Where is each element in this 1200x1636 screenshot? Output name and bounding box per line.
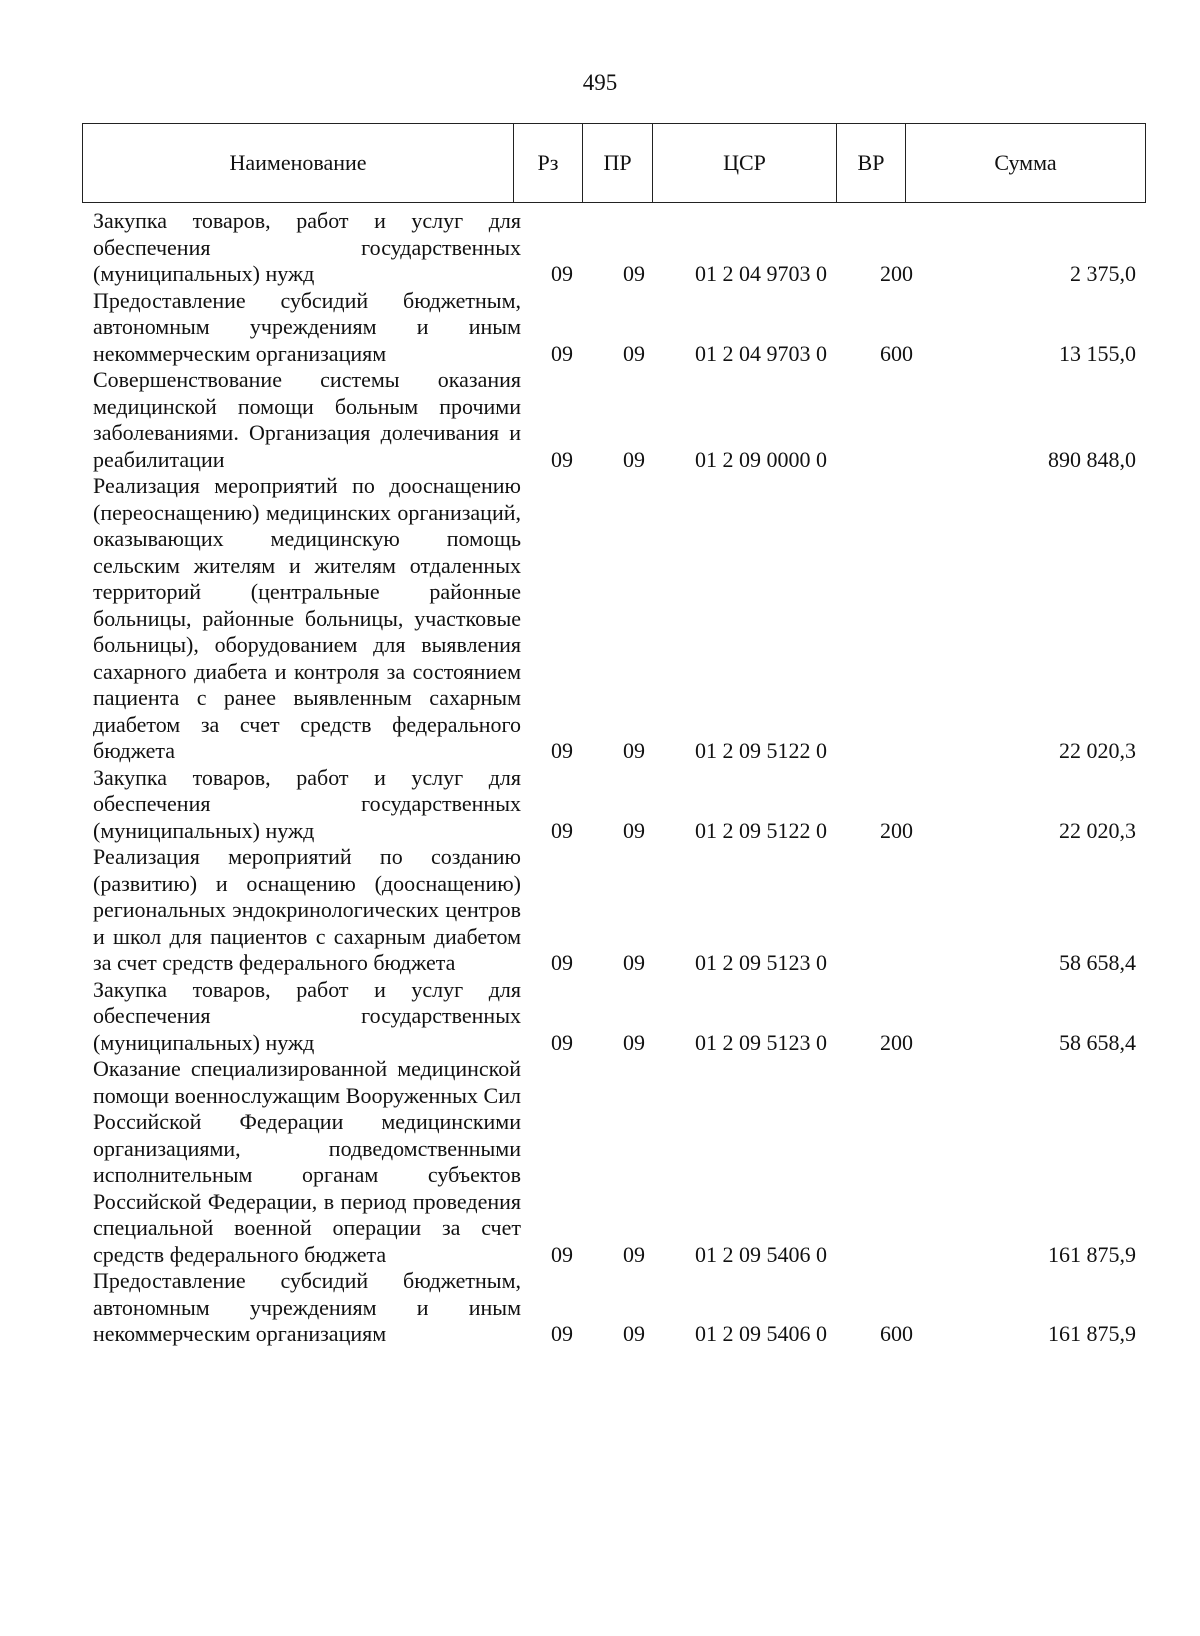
row-name-line: долечивания и реабилитации: [93, 420, 522, 472]
header-vr: ВР: [837, 124, 906, 203]
row-name-line: счет средств федерального бюджета: [116, 950, 456, 975]
row-name-line: медицинской помощи больным: [93, 393, 419, 419]
row-name-line: бюджета: [304, 1241, 387, 1267]
table-row: [0, 367, 1200, 473]
row-name: [93, 844, 521, 977]
row-name-line: медицинской помощи военнослужащим: [93, 1056, 521, 1108]
table-row: [0, 288, 1200, 368]
row-name-line: проведения специальной военной: [93, 1188, 522, 1240]
row-csr: 01 2 09 5123 0: [695, 950, 827, 975]
table-row: [0, 1268, 1200, 1348]
row-pr: 09: [623, 1241, 645, 1267]
row-csr: 01 2 09 5406 0: [695, 1321, 827, 1346]
header-pr: ПР: [583, 124, 653, 203]
row-name-line: Федерации медицинскими: [239, 1109, 521, 1134]
row-name-line: отдаленных территорий (центральные: [93, 552, 521, 604]
row-pr: 09: [623, 446, 645, 472]
row-name-line: Закупка товаров, работ и услуг для: [93, 208, 521, 233]
row-sum: 58 658,4: [1059, 950, 1136, 975]
row-pr: 09: [623, 340, 645, 366]
row-vr: 600: [880, 340, 913, 366]
row-pr: 09: [623, 261, 645, 286]
row-pr: 09: [623, 1029, 645, 1055]
row-csr: 01 2 09 5406 0: [695, 1241, 827, 1267]
row-name-line: обеспечения государственных: [93, 1003, 521, 1028]
row-pr: 09: [623, 950, 645, 975]
header-csr: ЦСР: [653, 124, 837, 203]
row-csr: 01 2 04 9703 0: [695, 261, 827, 286]
row-vr: 600: [880, 1321, 913, 1346]
row-sum: 2 375,0: [1070, 261, 1136, 286]
row-rz: 09: [551, 817, 573, 843]
row-sum: 890 848,0: [1048, 446, 1136, 472]
row-csr: 01 2 09 5123 0: [695, 1029, 827, 1055]
row-name-line: Предоставление субсидий бюджетным,: [93, 287, 521, 313]
row-pr: 09: [623, 1321, 645, 1346]
row-vr: 200: [880, 261, 913, 286]
row-name-line: состоянием пациента с ранее: [93, 658, 521, 710]
row-rz: 09: [551, 950, 573, 975]
row-sum: 13 155,0: [1059, 340, 1136, 366]
row-name-line: обеспечения государственных: [93, 791, 521, 816]
row-name-line: сахарного диабета и контроля за: [93, 658, 406, 684]
row-name-line: Оказание специализированной: [93, 1056, 388, 1081]
row-name-line: сельским жителям и жителям: [93, 552, 396, 578]
row-name-line: (дооснащению) региональных: [93, 870, 521, 922]
row-rz: 09: [551, 446, 573, 472]
row-sum: 58 658,4: [1059, 1029, 1136, 1055]
table-row: [0, 473, 1200, 765]
row-name-line: операции за счет средств федерального: [93, 1215, 521, 1267]
row-name: [93, 367, 521, 473]
row-csr: 01 2 09 5122 0: [695, 738, 827, 763]
row-name-line: некоммерческим организациям: [93, 1321, 387, 1346]
row-name-line: (муниципальных) нужд: [93, 261, 315, 286]
header-sum: Сумма: [906, 124, 1146, 203]
row-name-line: некоммерческим организациям: [93, 340, 387, 366]
row-name: [93, 1056, 521, 1268]
row-name-line: обеспечения государственных: [93, 234, 521, 260]
row-name-line: больницы, участковые больницы),: [93, 605, 522, 657]
row-name-line: Закупка товаров, работ и услуг для: [93, 976, 521, 1002]
header-name: Наименование: [83, 124, 514, 203]
row-name-line: Совершенствование системы оказания: [93, 367, 521, 392]
row-name: [93, 765, 521, 845]
row-csr: 01 2 04 9703 0: [695, 340, 827, 366]
row-sum: 22 020,3: [1059, 738, 1136, 763]
table-row: [0, 977, 1200, 1057]
table-row: [0, 844, 1200, 977]
row-name-line: Предоставление субсидий бюджетным,: [93, 1268, 521, 1293]
row-rz: 09: [551, 1029, 573, 1055]
row-pr: 09: [623, 738, 645, 763]
row-rz: 09: [551, 261, 573, 286]
header-rz: Рз: [514, 124, 583, 203]
row-sum: 161 875,9: [1048, 1241, 1136, 1267]
row-name-line: оборудованием для выявления: [214, 632, 521, 657]
row-name-line: исполнительным органам субъектов: [93, 1162, 521, 1187]
row-name-line: автономным учреждениям и иным: [93, 1294, 521, 1320]
row-name-line: средств федерального бюджета: [93, 711, 521, 763]
row-name-line: организациями, подведомственными: [93, 1135, 521, 1161]
row-name-line: Реализация мероприятий по созданию: [93, 844, 521, 869]
table-row: [0, 765, 1200, 845]
row-name-line: Российской Федерации, в период: [93, 1188, 407, 1214]
row-name-line: оказывающих медицинскую помощь: [93, 526, 521, 551]
row-name: [93, 288, 521, 368]
row-name: [93, 1268, 521, 1348]
row-name-line: автономным учреждениям и иным: [93, 314, 521, 339]
row-pr: 09: [623, 817, 645, 843]
row-sum: 22 020,3: [1059, 817, 1136, 843]
row-rz: 09: [551, 738, 573, 763]
page-number: 495: [582, 70, 618, 95]
table-row: [0, 1056, 1200, 1268]
row-name-line: (муниципальных) нужд: [93, 817, 315, 843]
row-name-line: (развитию) и оснащению: [93, 870, 356, 896]
table-body: [0, 208, 1200, 1348]
row-name: [93, 208, 521, 288]
row-name-line: Вооруженных Сил Российской: [93, 1082, 521, 1134]
row-name-line: районные больницы, районные: [93, 579, 521, 631]
row-name-line: дооснащению (переоснащению): [93, 473, 521, 525]
row-name: [93, 473, 521, 765]
row-name-line: Закупка товаров, работ и услуг для: [93, 764, 521, 790]
row-name-line: для пациентов с сахарным диабетом за: [93, 923, 521, 975]
row-vr: 200: [880, 817, 913, 843]
row-sum: 161 875,9: [1048, 1321, 1136, 1346]
table-row: [0, 208, 1200, 288]
row-rz: 09: [551, 1321, 573, 1346]
row-name-line: медицинских организаций,: [265, 499, 521, 525]
row-name-line: (муниципальных) нужд: [93, 1029, 315, 1055]
row-csr: 01 2 09 5122 0: [695, 817, 827, 843]
row-rz: 09: [551, 1241, 573, 1267]
row-name: [93, 977, 521, 1057]
row-name-line: выявленным сахарным диабетом за счет: [93, 685, 521, 737]
row-name-line: Реализация мероприятий по: [93, 473, 375, 498]
row-csr: 01 2 09 0000 0: [695, 446, 827, 472]
row-name-line: прочими заболеваниями. Организация: [93, 393, 521, 445]
row-vr: 200: [880, 1029, 913, 1055]
table-header: [82, 123, 1146, 203]
row-rz: 09: [551, 340, 573, 366]
row-name-line: эндокринологических центров и школ: [93, 897, 521, 949]
